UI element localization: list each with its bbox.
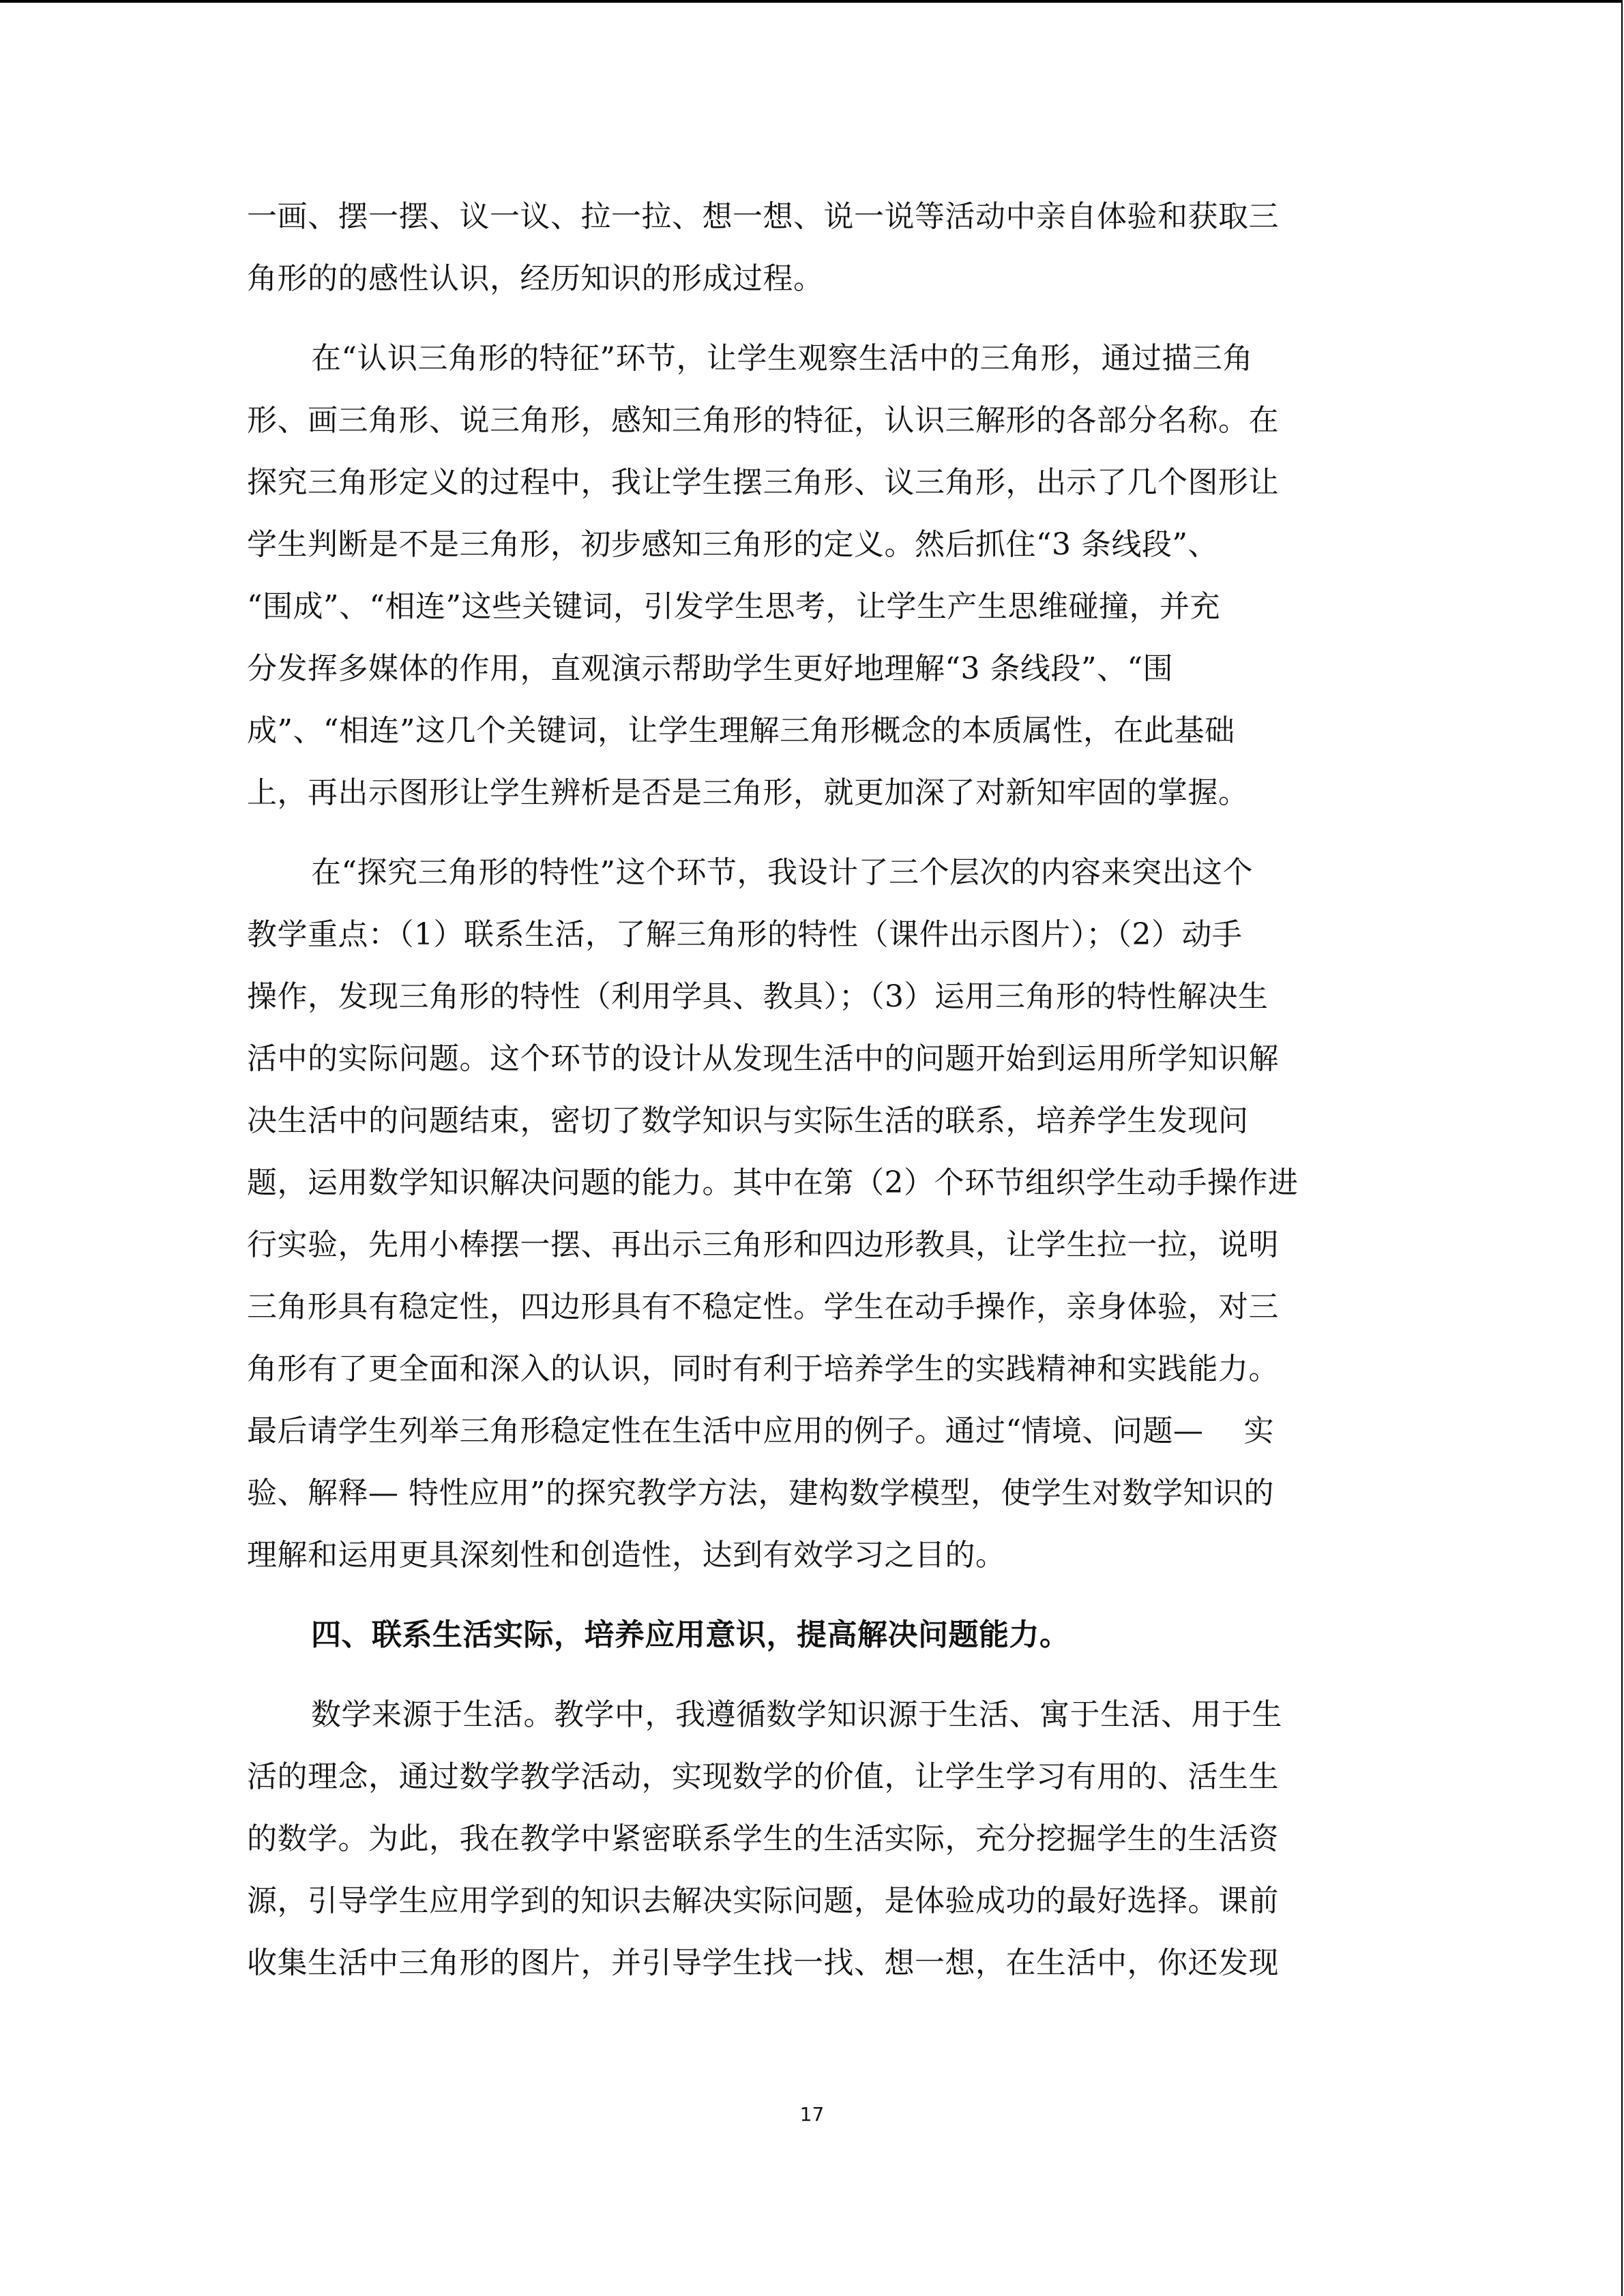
text-line: 操作，发现三角形的特性（利用学具、教具）；（3）运用三角形的特性解决生 bbox=[247, 979, 1269, 1014]
text-line: 在“认识三角形的特征”环节，让学生观察生活中的三角形，通过描三角 bbox=[311, 341, 1253, 376]
text-line: 活的理念，通过数学教学活动，实现数学的价值，让学生学习有用的、活生生 bbox=[247, 1759, 1279, 1794]
text-line: 数学来源于生活。教学中，我遵循数学知识源于生活、寓于生活、用于生 bbox=[311, 1697, 1282, 1732]
text-line: 探究三角形定义的过程中，我让学生摆三角形、议三角形，出示了几个图形让 bbox=[247, 465, 1279, 500]
text-line: 三角形具有稳定性，四边形具有不稳定性。学生在动手操作，亲身体验，对三 bbox=[247, 1289, 1279, 1324]
text-line: 分发挥多媒体的作用，直观演示帮助学生更好地理解“3 条线段”、“围 bbox=[247, 651, 1173, 686]
section-heading bbox=[247, 1604, 1379, 1666]
page-body bbox=[247, 185, 1379, 1994]
text-line: 学生判断是不是三角形，初步感知三角形的定义。然后抓住“3 条线段”、 bbox=[247, 527, 1218, 562]
text-line: 一画、摆一摆、议一议、拉一拉、想一想、说一说等活动中亲自体验和获取三 bbox=[247, 199, 1279, 234]
paragraph-continuation bbox=[247, 185, 1379, 310]
text-line: 理解和运用更具深刻性和创造性，达到有效学习之目的。 bbox=[247, 1538, 1006, 1572]
text-line: 角形有了更全面和深入的认识，同时有利于培养学生的实践精神和实践能力。 bbox=[247, 1352, 1279, 1386]
text-line: 角形的的感性认识，经历知识的形成过程。 bbox=[247, 261, 824, 296]
paragraph-triangle-features bbox=[247, 327, 1379, 824]
text-line: 决生活中的问题结束，密切了数学知识与实际生活的联系，培养学生发现问 bbox=[247, 1103, 1249, 1138]
text-line: 成”、“相连”这几个关键词，让学生理解三角形概念的本质属性，在此基础 bbox=[247, 713, 1235, 748]
text-line: 的数学。为此，我在教学中紧密联系学生的生活实际，充分挖掘学生的生活资 bbox=[247, 1821, 1279, 1856]
text-line: 源，引导学生应用学到的知识去解决实际问题，是体验成功的最好选择。课前 bbox=[247, 1883, 1279, 1918]
text-line: 最后请学生列举三角形稳定性在生活中应用的例子。通过“情境、问题— 实 bbox=[247, 1414, 1274, 1448]
text-line: 题，运用数学知识解决问题的能力。其中在第（2）个环节组织学生动手操作进 bbox=[247, 1165, 1299, 1200]
text-line: 行实验，先用小棒摆一摆、再出示三角形和四边形教具，让学生拉一拉，说明 bbox=[247, 1227, 1279, 1262]
text-line: 教学重点：（1）联系生活，了解三角形的特性（课件出示图片）；（2）动手 bbox=[247, 917, 1243, 952]
text-line: “围成”、“相连”这些关键词，引发学生思考，让学生产生思维碰撞，并充 bbox=[247, 589, 1220, 624]
text-line: 验、解释— 特性应用”的探究教学方法，建构数学模型，使学生对数学知识的 bbox=[247, 1476, 1274, 1510]
paragraph-triangle-properties bbox=[247, 841, 1379, 1586]
page-number: 17 bbox=[799, 2103, 825, 2126]
section-heading-text: 四、联系生活实际，培养应用意识，提高解决问题能力。 bbox=[311, 1617, 1070, 1652]
text-line: 上，再出示图形让学生辨析是否是三角形，就更加深了对新知牢固的掌握。 bbox=[247, 775, 1249, 810]
text-line: 活中的实际问题。这个环节的设计从发现生活中的问题开始到运用所学知识解 bbox=[247, 1041, 1279, 1076]
paragraph-life-application bbox=[247, 1684, 1379, 1994]
text-line: 形、画三角形、说三角形，感知三角形的特征，认识三解形的各部分名称。在 bbox=[247, 403, 1279, 438]
text-line: 在“探究三角形的特性”这个环节，我设计了三个层次的内容来突出这个 bbox=[311, 855, 1253, 890]
text-line: 收集生活中三角形的图片，并引导学生找一找、想一想，在生活中，你还发现 bbox=[247, 1945, 1279, 1980]
